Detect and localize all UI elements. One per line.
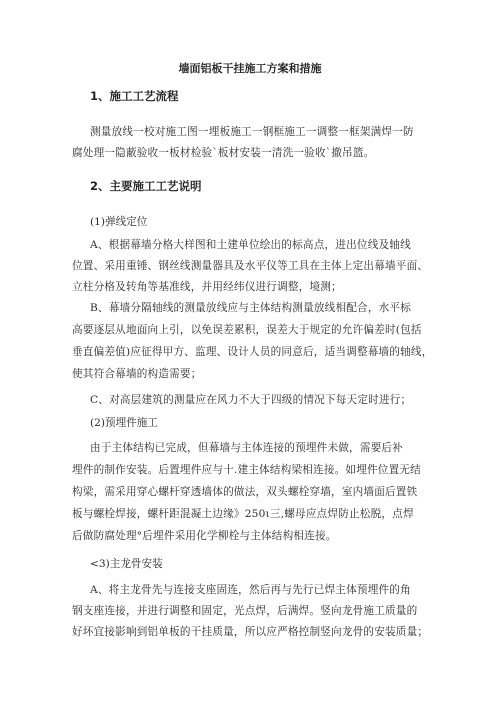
paragraph-line: 板与螺栓焊接，螺杆距混凝土边缘》250ι三,螺母应点焊防止松脱，点焊 bbox=[72, 508, 414, 520]
section-heading-description: 2、主要施工工艺说明 bbox=[90, 179, 202, 193]
document-title: 墙面铝板干挂施工方案和措施 bbox=[178, 62, 322, 75]
paragraph-line: 位置、采用重锤、钢丝线测量器具及水平仪等工具在主体上定出幕墙平面、 bbox=[72, 260, 429, 272]
paragraph-line: C、对高层建筑的测量应在风力不大于四级的情况下每天定时进行； bbox=[90, 394, 412, 406]
paragraph-line: A、将主龙骨先与连接支座固连，然后再与先行已焊主体预埋件的角 bbox=[90, 584, 411, 596]
subsection-heading-embedded-parts: (2)预埋件施工 bbox=[90, 417, 158, 429]
paragraph-line: 由于主体结构已完成，但幕墙与主体连接的预埋件未做，需要后补 bbox=[90, 442, 404, 454]
paragraph-line: 钢支座连接，并进行调整和固定，光点焊，后满焊。竖向龙骨施工质量的 bbox=[72, 605, 418, 617]
paragraph-line: 腐处理一隐蔽验收一板材检验`板材安装一清洗一验收`撤吊篮。 bbox=[72, 147, 375, 159]
paragraph-line: 立柱分格及转角等基准线，并用经纬仪进行调整，境测； bbox=[72, 281, 342, 293]
paragraph-line: A、根据幕墙分格大样图和土建单位绘出的标高点，进出位线及轴线 bbox=[90, 239, 411, 251]
paragraph-line: 构梁，需采用穿心螺杆穿透墙体的做法，双头螺栓穿墙，室内墙面后置铁 bbox=[72, 486, 418, 498]
paragraph-line: 垂直偏差值)应征得甲方、监理、设计人员的同意后，适当调整幕墙的轴线， bbox=[72, 346, 433, 358]
paragraph-line: B、幕墙分隔轴线的测量放线应与主体结构测量放线相配合，水平标 bbox=[90, 302, 412, 314]
subsection-heading-main-keel: <3)主龙骨安装 bbox=[90, 558, 163, 570]
paragraph-line: 好坏宜接影响到铝单板的干挂质量，所以应严格控制竖向龙骨的安装质量； bbox=[72, 626, 429, 638]
paragraph-line: 高要逐层从地面向上引，以免误差累积，误差大于规定的允许偏差时(包括 bbox=[72, 324, 422, 336]
section-heading-process: 1、施工工艺流程 bbox=[90, 89, 179, 103]
subsection-heading-positioning: (1)弹线定位 bbox=[90, 216, 148, 228]
paragraph-line: 测量放线一校对施工图一埋板施工一钢框施工一调整一框架满焊一防 bbox=[90, 126, 414, 138]
paragraph-line: 后做防腐处理°后埋件采用化学柳栓与主体结构相连接。 bbox=[72, 530, 337, 542]
paragraph-line: 使其符合幕墙的构造需要； bbox=[72, 368, 202, 380]
paragraph-line: 埋件的制作安装。后置埋件应与十.建主体结构梁相连接。如埋件位置无结 bbox=[72, 464, 421, 476]
